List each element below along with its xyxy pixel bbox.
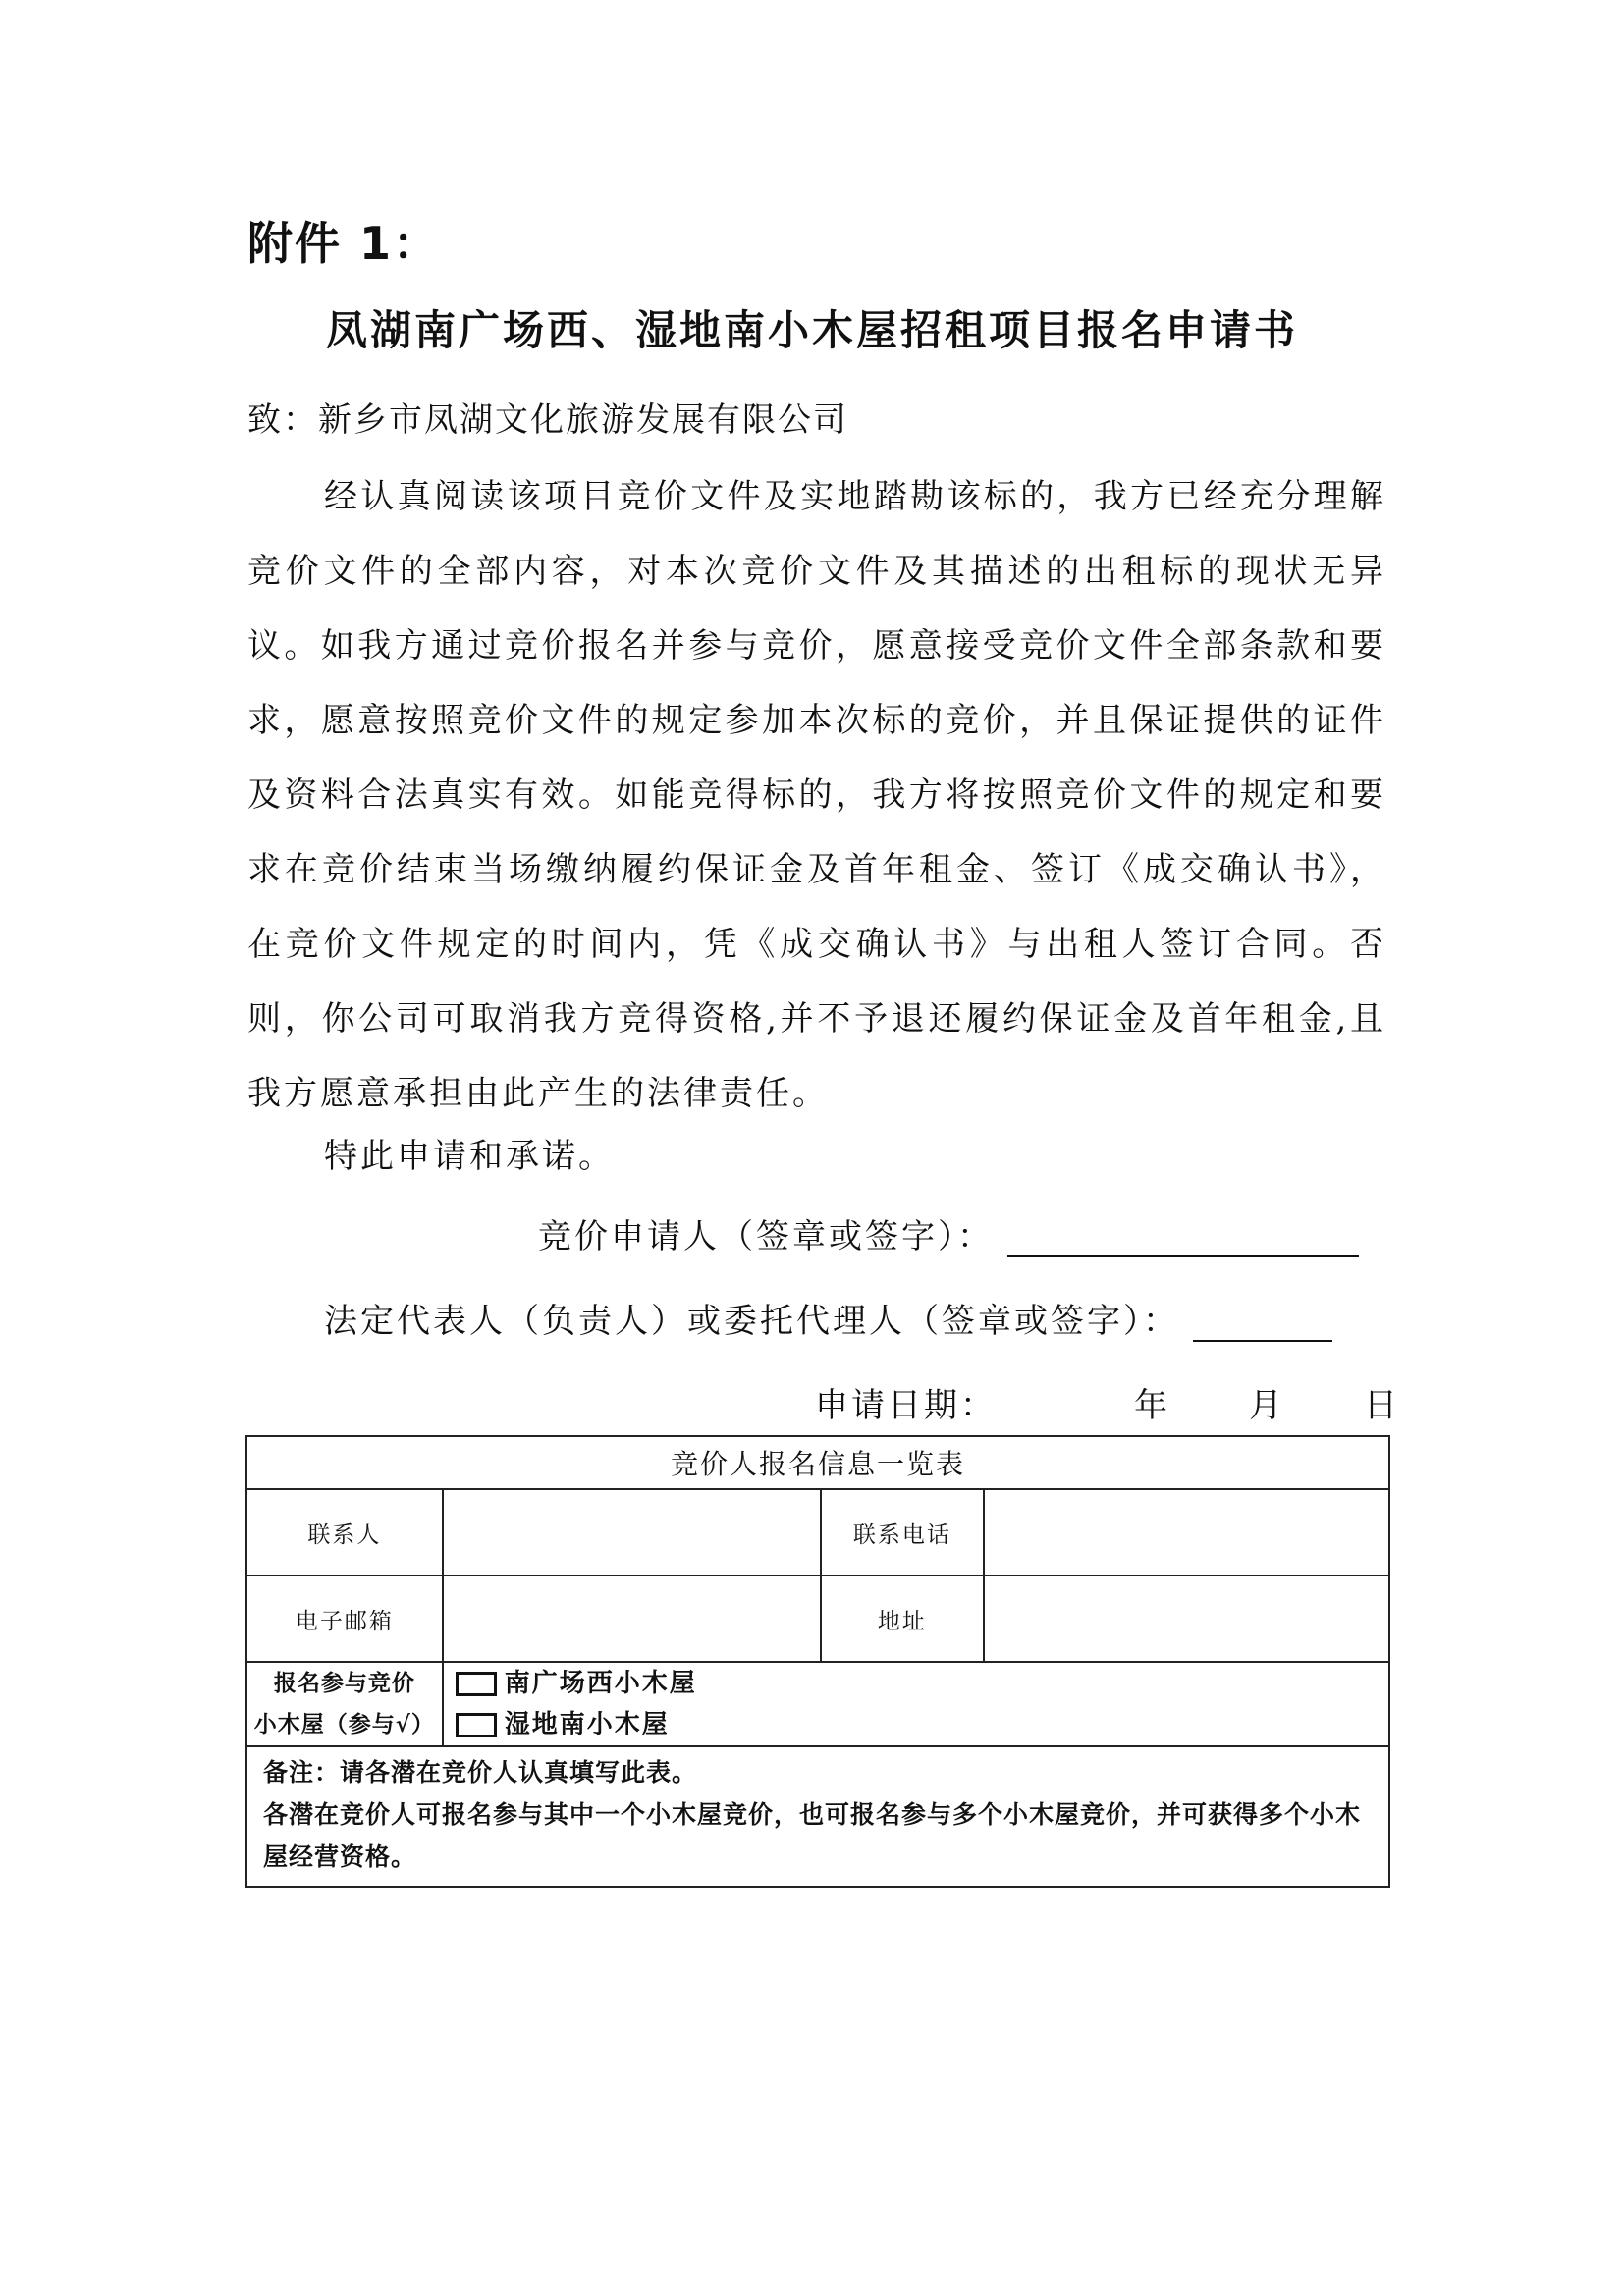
cabin-choice-label-line1: 报名参与竞价 [273,1670,415,1696]
representative-signature-label: 法定代表人（负责人）或委托代理人（签章或签字）： [324,1302,1179,1341]
note-line: 各潜在竞价人可报名参与其中一个小木屋竞价，也可报名参与多个小木屋竞价，并可获得多个小木屋经营资格。 [263,1800,1362,1871]
checkbox-south-square-west[interactable] [456,1672,497,1696]
contact-phone-label: 联系电话 [821,1489,984,1575]
checkbox-wetland-south[interactable] [456,1713,497,1737]
contact-person-label: 联系人 [246,1489,443,1575]
address-label: 地址 [821,1575,984,1662]
attachment-label: 附件 1： [247,217,441,270]
applicant-signature-label: 竞价申请人（签章或签字）： [538,1217,994,1256]
contact-person-field[interactable] [443,1489,821,1575]
addressee: 致：新乡市凤湖文化旅游发展有限公司 [247,400,848,440]
cabin-option-label: 湿地南小木屋 [504,1710,670,1739]
date-label: 申请日期： [815,1386,997,1425]
application-date [815,1378,1400,1426]
applicant-signature-blank[interactable] [1007,1222,1359,1257]
cabin-option-wetland-south[interactable] [456,1704,1388,1745]
representative-signature-blank[interactable] [1193,1307,1332,1342]
cabin-option-label: 南广场西小木屋 [504,1669,697,1698]
cabin-options [443,1662,1389,1746]
table-title: 竞价人报名信息一览表 [246,1436,1389,1489]
cabin-choice-label [246,1662,443,1746]
cabin-choice-label-line2: 小木屋（参与√） [253,1711,435,1737]
document-title: 凤湖南广场西、湿地南小木屋招租项目报名申请书 [325,306,1298,354]
date-year: 年 [1134,1386,1170,1425]
cabin-option-south-square-west[interactable] [456,1663,1388,1704]
applicant-signature-line [538,1209,1359,1257]
contact-phone-field[interactable] [984,1489,1389,1575]
closing-statement: 特此申请和承诺。 [324,1137,615,1176]
date-month: 月 [1249,1386,1285,1425]
email-label: 电子邮箱 [246,1575,443,1662]
bidder-info-table [245,1435,1390,1888]
table-notes [246,1746,1389,1887]
date-day: 日 [1364,1386,1400,1425]
address-field[interactable] [984,1575,1389,1662]
note-line: 备注：请各潜在竞价人认真填写此表。 [263,1758,698,1787]
representative-signature-line [324,1294,1332,1342]
email-field[interactable] [443,1575,821,1662]
body-paragraph: 经认真阅读该项目竞价文件及实地踏勘该标的，我方已经充分理解竞价文件的全部内容，对本次竞价文件及其描述的出租标的现状无异议。如我方通过竞价报名并参与竞价，愿意接受竞价文件全部条款和要求，愿意按照竞价文件的规定参加本次标的竞价，并且保证提供的证件及资料合法真实有效。如能竞得标的，我方将按照竞价文件的规定和要求在竞价结束当场缴纳履约保证金及首年租金、签订《成交确认书》，在竞价文件规定的时间内，凭《成交确认书》与出租人签订合同。否则，你公司可取消我方竞得资格,并不予退还履约保证金及首年租金,且我方愿意承担由此产生的法律责任。 [247,477,1386,1113]
